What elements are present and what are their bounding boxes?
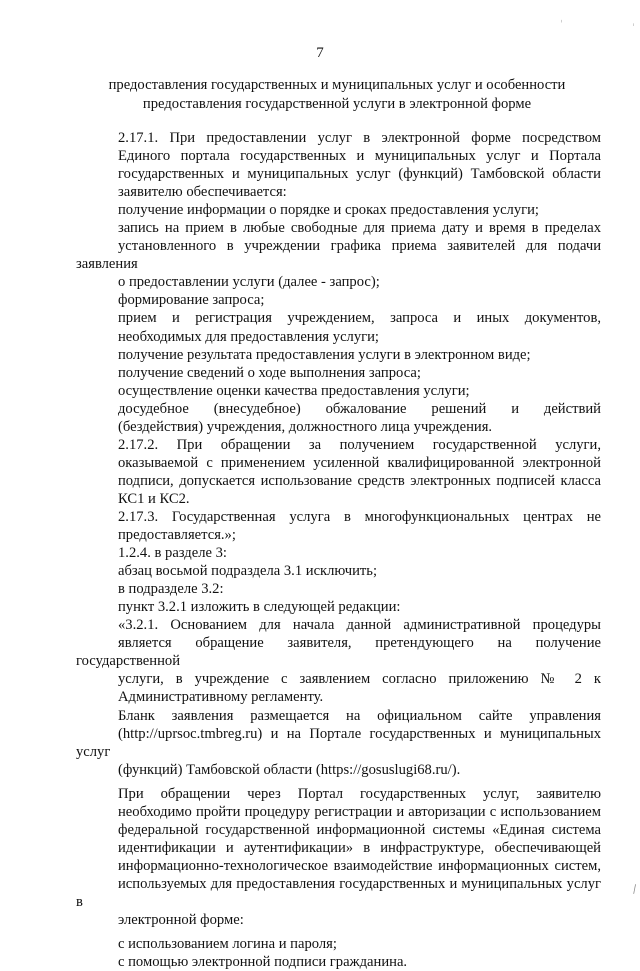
paragraph (76, 346, 601, 364)
paragraph (76, 953, 601, 971)
text-line: информационно-технологическое взаимодействие информационных систем, (118, 857, 601, 874)
text-line: Административному регламенту. (118, 689, 324, 706)
paragraph (76, 707, 601, 779)
text-line: подписи, допускается использование средств электронных подписей класса (118, 472, 601, 489)
paragraph (76, 382, 601, 400)
text-line: с помощью электронной подписи гражданина. (118, 954, 408, 971)
paragraph (76, 219, 601, 291)
paragraph (76, 400, 601, 436)
text-line: запись на прием в любые свободные для приема дату и время в пределах (118, 220, 601, 237)
text-line: используемых для предоставления государственных и муниципальных услуг в (76, 875, 601, 910)
paragraph (76, 291, 601, 309)
paragraph (76, 598, 601, 616)
text-line: досудебное (внесудебное) обжалование решений и действий (118, 400, 601, 417)
heading-line: предоставления государственных и муниципальных услуг и особенности (108, 77, 566, 93)
scan-artifact-mark: ˈ (632, 23, 635, 34)
text-line: (функций) Тамбовской области (https://gosuslugi68.ru/). (118, 761, 461, 778)
text-line: получение информации о порядке и сроках предоставления услуги; (118, 202, 539, 219)
text-line: получение результата предоставления услуги в электронном виде; (118, 346, 531, 363)
text-line: (бездействия) учреждения, должностного лица учреждения. (118, 418, 493, 435)
section-heading (72, 76, 602, 113)
text-line: При обращении через Портал государственных услуг, заявителю (118, 785, 601, 802)
text-line: электронной форме: (118, 912, 244, 929)
text-line: о предоставлении услуги (далее - запрос); (118, 274, 380, 291)
text-line: оказываемой с применением усиленной квалифицированной электронной (118, 454, 601, 471)
text-line: государственных и муниципальных услуг (функций) Тамбовской области (118, 166, 601, 183)
text-line: услуги, в учреждение с заявлением согласно приложению № 2 к (118, 671, 601, 688)
text-line: абзац восьмой подраздела 3.1 исключить; (118, 563, 378, 580)
text-line: (http://uprsoc.tmbreg.ru) и на Портале государственных и муниципальных услуг (76, 725, 601, 760)
text-line: идентификации и аутентификации» в инфраструктуре, обеспечивающей (118, 839, 601, 856)
text-line: 2.17.3. Государственная услуга в многофункциональных центрах не (118, 508, 601, 525)
text-line: КС1 и КС2. (118, 490, 190, 507)
text-line: 1.2.4. в разделе 3: (118, 545, 227, 562)
text-line: получение сведений о ходе выполнения запроса; (118, 364, 421, 381)
text-line: 2.17.2. При обращении за получением государственной услуги, (118, 436, 601, 453)
text-line: в подразделе 3.2: (118, 581, 224, 598)
text-line: осуществление оценки качества предоставления услуги; (118, 382, 470, 399)
page-number: 7 (316, 45, 324, 61)
paragraph (76, 201, 601, 219)
text-line: «3.2.1. Основанием для начала данной административной процедуры (118, 617, 601, 634)
paragraph (76, 785, 601, 929)
text-line: с использованием логина и пароля; (118, 936, 337, 953)
paragraph (76, 616, 601, 706)
paragraph (76, 935, 601, 953)
paragraph (76, 436, 601, 508)
text-line: федеральной государственной информационной системы «Единая система (118, 821, 601, 838)
text-line: формирование запроса; (118, 292, 265, 309)
text-line: необходимых для предоставления услуги; (118, 328, 379, 345)
paragraph (76, 129, 601, 201)
paragraph (76, 309, 601, 345)
heading-line: предоставления государственной услуги в электронной форме (142, 95, 532, 112)
document-body (76, 129, 601, 971)
text-line: предоставляется.»; (118, 527, 236, 544)
text-line: установленного в учреждении графика приема заявителей для подачи заявления (76, 238, 601, 273)
paragraph (76, 508, 601, 544)
scan-artifact-mark: ˌ (560, 13, 563, 24)
text-line: пункт 3.2.1 изложить в следующей редакции: (118, 599, 401, 616)
paragraph (76, 580, 601, 598)
text-line: необходимо пройти процедуру регистрации и авторизации с использованием (118, 803, 601, 820)
text-line: является обращение заявителя, претендующего на получение государственной (76, 635, 601, 670)
text-line: Единого портала государственных и муниципальных услуг и Портала (118, 148, 601, 165)
text-line: 2.17.1. При предоставлении услуг в электронной форме посредством (118, 130, 601, 146)
scan-corner-mark: ⁄ (631, 883, 638, 896)
text-line: прием и регистрация учреждением, запроса и иных документов, (118, 310, 601, 327)
text-line: заявителю обеспечивается: (118, 184, 287, 201)
paragraph (76, 364, 601, 382)
paragraph (76, 562, 601, 580)
text-line: Бланк заявления размещается на официальном сайте управления (118, 707, 601, 724)
paragraph (76, 544, 601, 562)
